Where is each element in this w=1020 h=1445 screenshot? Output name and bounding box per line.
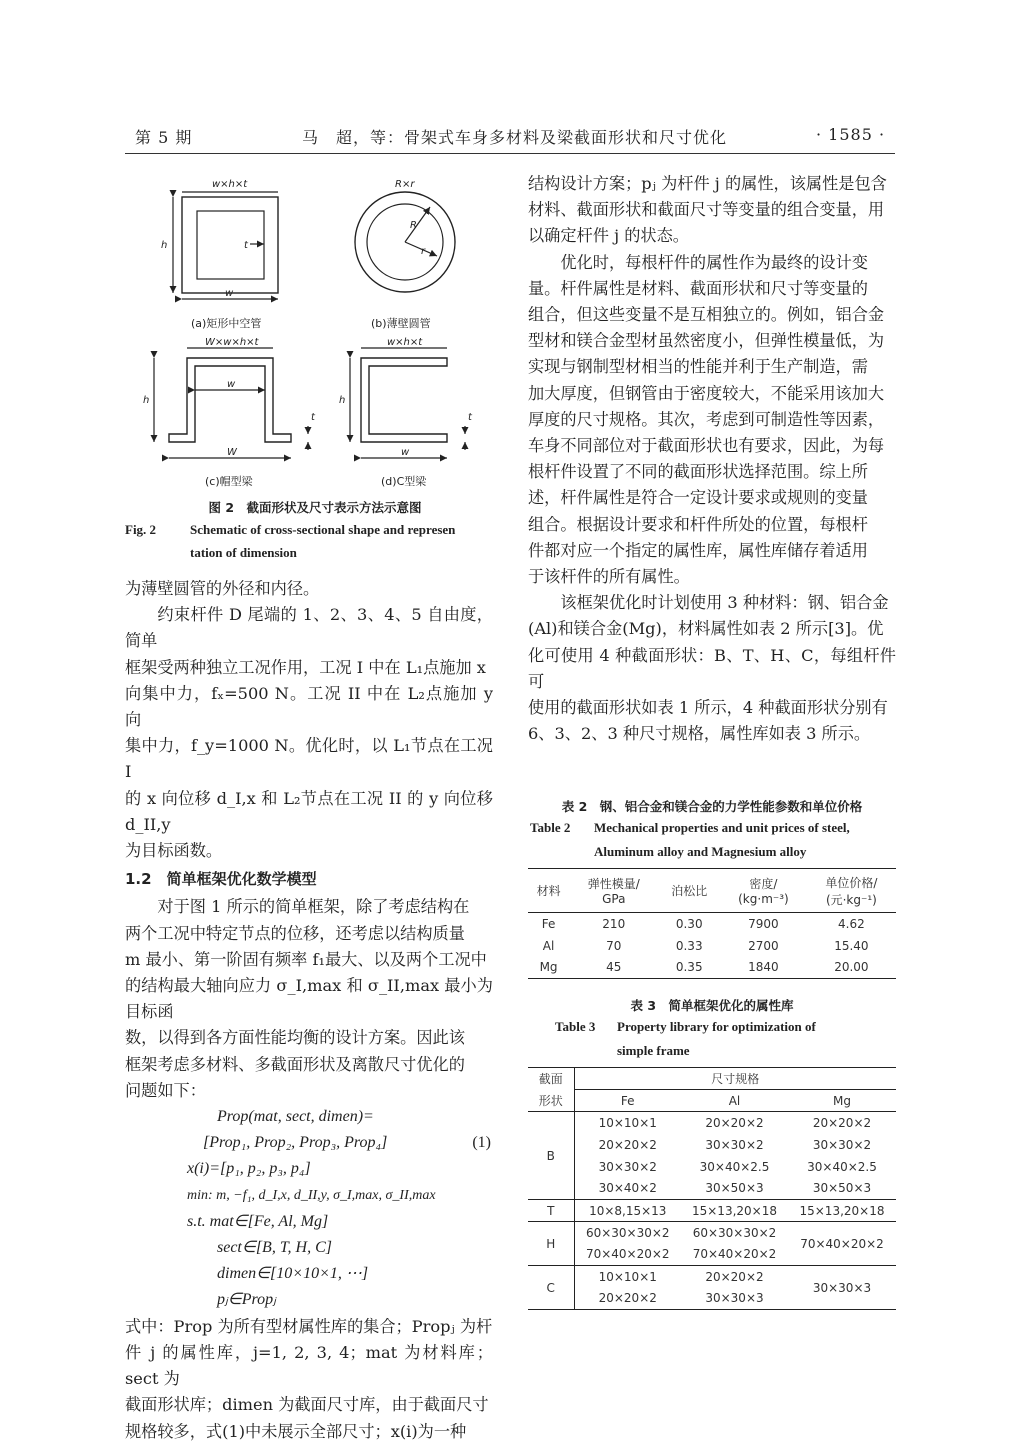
table-3-caption-en-line2: simple frame <box>617 1043 690 1058</box>
text-line: 以确定杆件 j 的状态。 <box>528 226 689 246</box>
equation-line: x(i)=[p₁, p₂, p₃, p₄] <box>187 1160 311 1178</box>
table-cell: 0.30 <box>675 916 703 931</box>
table-cell: 20×20×2 <box>705 1115 764 1130</box>
text-line: 问题如下： <box>125 1080 206 1100</box>
left-column <box>125 576 493 1445</box>
table-cell: 45 <box>606 960 622 975</box>
a-t-label: t <box>244 240 248 251</box>
c-W-label: W <box>227 447 237 458</box>
header-rule <box>125 153 895 154</box>
table-cell: 70×40×20×2 <box>692 1247 777 1262</box>
b-dim-label: R×r <box>395 179 415 190</box>
header-line: 弹性模量/ <box>587 877 640 891</box>
text-line: 规格较多，式(1)中未展示全部尺寸；x(i)为一种 <box>125 1421 467 1441</box>
page-number: · 1585 · <box>816 125 886 144</box>
equation-line: s.t. mat∈[Fe, Al, Mg] <box>187 1212 329 1230</box>
col-header-fe: Fe <box>574 1090 681 1112</box>
text-line: 为目标函数。 <box>125 841 223 861</box>
text-line: 根杆件设置了不同的截面形状选择范围。综上所 <box>528 462 868 482</box>
table-2-caption-cn: 表 2 钢、铝合金和镁合金的力学性能参数和单位价格 <box>561 799 863 814</box>
figure-2-caption-en-line2: tation of dimension <box>190 545 297 560</box>
text-line: 厚度的尺寸规格。其次，考虑到可制造性等因素， <box>528 409 885 429</box>
table-cell: 20×20×2 <box>705 1269 764 1284</box>
text-line: 的结构最大轴向应力 σ_I,max 和 σ_II,max 最小为目标函 <box>125 976 493 1022</box>
table-cell: 2700 <box>748 938 779 953</box>
text-line: 该框架优化时计划使用 3 种材料：钢、铝合金 <box>560 593 889 613</box>
table-row <box>528 913 896 935</box>
table-cell: 0.33 <box>675 938 703 953</box>
running-title: 马 超，等：骨架式车身多材料及梁截面形状和尺寸优化 <box>302 128 728 147</box>
section-heading: 1.2 简单框架优化数学模型 <box>125 870 317 889</box>
a-caption: (a)矩形中空管 <box>191 317 262 330</box>
figure-2-caption-en-line1: Schematic of cross-sectional shape and represen <box>190 522 456 537</box>
col-header-material: 材料 <box>536 884 561 898</box>
text-line: 框架受两种独立工况作用，工况 I 中在 L₁点施加 x <box>125 657 486 677</box>
right-column <box>528 171 896 747</box>
figure-2-cross-sections <box>125 168 505 498</box>
table-2-caption-en-line2: Aluminum alloy and Magnesium alloy <box>594 844 807 859</box>
equation-line: min: m, −f₁, d_I,x, d_II,y, σ_I,max, σ_II,max <box>187 1187 436 1203</box>
text-line: 化可使用 4 种截面形状：B、T、H、C，每组杆件可 <box>528 645 896 691</box>
table-cell: 30×30×2 <box>574 1156 681 1178</box>
table-cell: 30×30×2 <box>705 1137 764 1152</box>
table-cell: 30×50×3 <box>812 1181 872 1196</box>
col-header-modulus <box>569 869 658 913</box>
table-cell: 20×20×2 <box>812 1115 872 1130</box>
table-3-caption-en-line1: Property library for optimization of <box>617 1019 816 1034</box>
table-cell: 7900 <box>748 916 779 931</box>
row-label-b: B <box>546 1148 555 1163</box>
table-cell: 30×40×2.5 <box>807 1159 877 1174</box>
table-cell: 15×13,20×18 <box>799 1203 885 1218</box>
a-h-label: h <box>161 240 168 251</box>
text-line: 结构设计方案；pⱼ 为杆件 j 的属性，该属性是包含 <box>528 174 887 193</box>
col-header-density <box>720 869 807 913</box>
table-cell: Fe <box>541 916 556 931</box>
equation-line: pⱼ∈Propⱼ <box>217 1291 276 1309</box>
equation-line <box>125 1130 493 1156</box>
col-header-size: 尺寸规格 <box>574 1068 896 1090</box>
text-line: 向集中力，fₓ=500 N。工况 II 中在 L₂点施加 y 向 <box>125 683 493 730</box>
text-line: 组合，但这些变量不是互相独立的。例如，铝合金 <box>528 305 885 325</box>
table-cell: 70×40×20×2 <box>800 1236 884 1251</box>
table-cell: 20.00 <box>834 960 869 975</box>
figure-2-caption-en-label: Fig. 2 <box>125 522 157 537</box>
a-dim-label: w×h×t <box>212 179 248 190</box>
text-line: 集中力，f_y=1000 N。优化时，以 L₁节点在工况 I <box>125 736 493 782</box>
table-cell: 15.40 <box>834 938 869 953</box>
d-t-label: t <box>468 412 472 423</box>
table-row <box>528 957 896 979</box>
header-line: 单位价格/ <box>825 875 878 890</box>
text-line: 6、3、2、3 种尺寸规格，属性库如表 3 所示。 <box>528 724 871 744</box>
header-line: GPa <box>602 892 626 906</box>
table-cell: 70 <box>606 938 622 953</box>
table-cell: 210 <box>602 916 626 931</box>
figure-2-caption-cn: 图 2 截面形状及尺寸表示方法示意图 <box>208 500 422 515</box>
text-line: 两个工况中特定节点的位移，还考虑以结构质量 <box>125 923 465 943</box>
text-line: 于该杆件的所有属性。 <box>528 567 690 587</box>
text-line: 实现与钢制型材相当的性能并利于生产制造，需 <box>528 357 868 377</box>
text-line: 件都对应一个指定的属性库，属性库储存着适用 <box>528 540 868 560</box>
table-cell: 15×13,20×18 <box>691 1203 777 1218</box>
text-line: 量。杆件属性是材料、截面形状和尺寸等变量的 <box>528 278 868 298</box>
text-line: 材料、截面形状和截面尺寸等变量的组合变量，用 <box>528 200 885 220</box>
equation-line: sect∈[B, T, H, C] <box>217 1239 332 1257</box>
table-cell: 10×8,15×13 <box>574 1200 681 1222</box>
b-r-label: r <box>421 246 426 257</box>
c-h-label: h <box>143 395 150 406</box>
text-line: 加大厚度，但钢管由于密度较大，不能采用该加大 <box>528 383 885 403</box>
table-cell: 30×30×2 <box>812 1137 872 1152</box>
table-cell: 30×50×3 <box>705 1181 764 1196</box>
b-R-label: R <box>410 220 417 231</box>
col-header-section-2: 形状 <box>538 1093 563 1108</box>
text-line: 式中：Prop 为所有型材属性库的集合；Propⱼ 为杆 <box>125 1316 493 1336</box>
table-cell: 30×30×3 <box>812 1280 872 1295</box>
table-2-caption-en-label: Table 2 <box>530 820 571 835</box>
equation-line: dimen∈[10×10×1, ⋯] <box>217 1265 369 1283</box>
col-header-section: 截面 <box>538 1072 563 1087</box>
table-cell: Al <box>542 938 555 953</box>
table-cell: 10×10×1 <box>574 1266 681 1288</box>
table-3-caption-cn: 表 3 简单框架优化的属性库 <box>630 998 794 1013</box>
text-line: (Al)和镁合金(Mg)，材料属性如表 2 所示[3]。优 <box>528 619 884 639</box>
col-header-price <box>807 869 896 913</box>
table-cell: 60×30×30×2 <box>692 1225 777 1240</box>
text-line: 型材和镁合金型材虽然密度小，但弹性模量低，为 <box>528 331 885 351</box>
table-cell: 30×40×2 <box>574 1178 681 1200</box>
equation-line: Prop(mat, sect, dimen)= <box>217 1108 374 1126</box>
d-w-label: w <box>401 447 410 458</box>
header-line: 密度/ <box>749 877 778 891</box>
table-3-caption-en-label: Table 3 <box>555 1019 596 1034</box>
c-dim-label: W×w×h×t <box>205 337 259 348</box>
col-header-poisson: 泊松比 <box>671 884 708 898</box>
table-3 <box>528 1067 896 1310</box>
d-h-label: h <box>339 395 346 406</box>
text-line: 约束杆件 D 尾端的 1、2、3、4、5 自由度，简单 <box>125 605 493 651</box>
d-dim-label: w×h×t <box>387 337 423 348</box>
text-line: 述，杆件属性是符合一定设计要求或规则的变量 <box>528 488 868 508</box>
table-cell: 10×10×1 <box>574 1112 681 1134</box>
paragraph: 为薄壁圆管的外径和内径。 <box>125 579 320 598</box>
row-label-c: C <box>546 1280 555 1295</box>
text-line: 使用的截面形状如表 1 所示，4 种截面形状分别有 <box>528 698 888 718</box>
text-line: 框架考虑多材料、多截面形状及离散尺寸优化的 <box>125 1054 465 1074</box>
equation-number: (1) <box>472 1134 491 1152</box>
table-2-caption-en-line1: Mechanical properties and unit prices of steel, <box>594 820 850 835</box>
table-cell: Mg <box>539 960 558 975</box>
text-line: 件 j 的属性库，j=1, 2, 3, 4；mat 为材料库；sect 为 <box>125 1342 493 1389</box>
text-line: 车身不同部位对于截面形状也有要求，因此，为每 <box>528 436 885 456</box>
text-line: 优化时，每根杆件的属性作为最终的设计变 <box>560 252 868 272</box>
c-w-label: w <box>227 379 236 390</box>
text-line: 截面形状库；dimen 为截面尺寸库，由于截面尺寸 <box>125 1395 489 1415</box>
table-cell: 20×20×2 <box>574 1288 681 1310</box>
row-label-h: H <box>546 1236 556 1251</box>
row-label-t: T <box>547 1203 555 1218</box>
table-2 <box>528 868 896 979</box>
a-w-label: w <box>225 288 234 299</box>
table-row <box>528 935 896 957</box>
text-line: m 最小、第一阶固有频率 f₁最大、以及两个工况中 <box>125 949 487 969</box>
table-cell: 4.62 <box>838 916 865 931</box>
c-caption: (c)帽型梁 <box>205 475 253 488</box>
table-cell: 70×40×20×2 <box>574 1244 681 1266</box>
table-cell: 0.35 <box>675 960 703 975</box>
d-caption: (d)C型梁 <box>381 475 427 488</box>
table-cell: 1840 <box>748 960 779 975</box>
table-cell: 30×40×2.5 <box>699 1159 770 1174</box>
table-cell: 20×20×2 <box>574 1134 681 1156</box>
equation-text: [Prop₁, Prop₂, Prop₃, Prop₄] <box>203 1134 388 1152</box>
col-header-al: Al <box>728 1093 741 1108</box>
header-line: (kg·m⁻³) <box>738 892 789 906</box>
table-cell: 30×30×3 <box>705 1291 764 1306</box>
issue-number: 第 5 期 <box>135 128 193 147</box>
table-cell: 60×30×30×2 <box>574 1222 681 1244</box>
text-line: 数，以得到各方面性能均衡的设计方案。因此该 <box>125 1028 465 1048</box>
b-caption: (b)薄壁圆管 <box>371 317 431 330</box>
col-header-mg: Mg <box>833 1093 851 1108</box>
c-t-label: t <box>311 412 315 423</box>
text-line: 对于图 1 所示的简单框架，除了考虑结构在 <box>157 897 470 917</box>
text-line: 组合。根据设计要求和杆件所处的位置，每根杆 <box>528 514 868 534</box>
text-line: 的 x 向位移 d_I,x 和 L₂节点在工况 II 的 y 向位移 d_II,y <box>125 788 493 834</box>
header-line: (元·kg⁻¹) <box>825 892 877 907</box>
